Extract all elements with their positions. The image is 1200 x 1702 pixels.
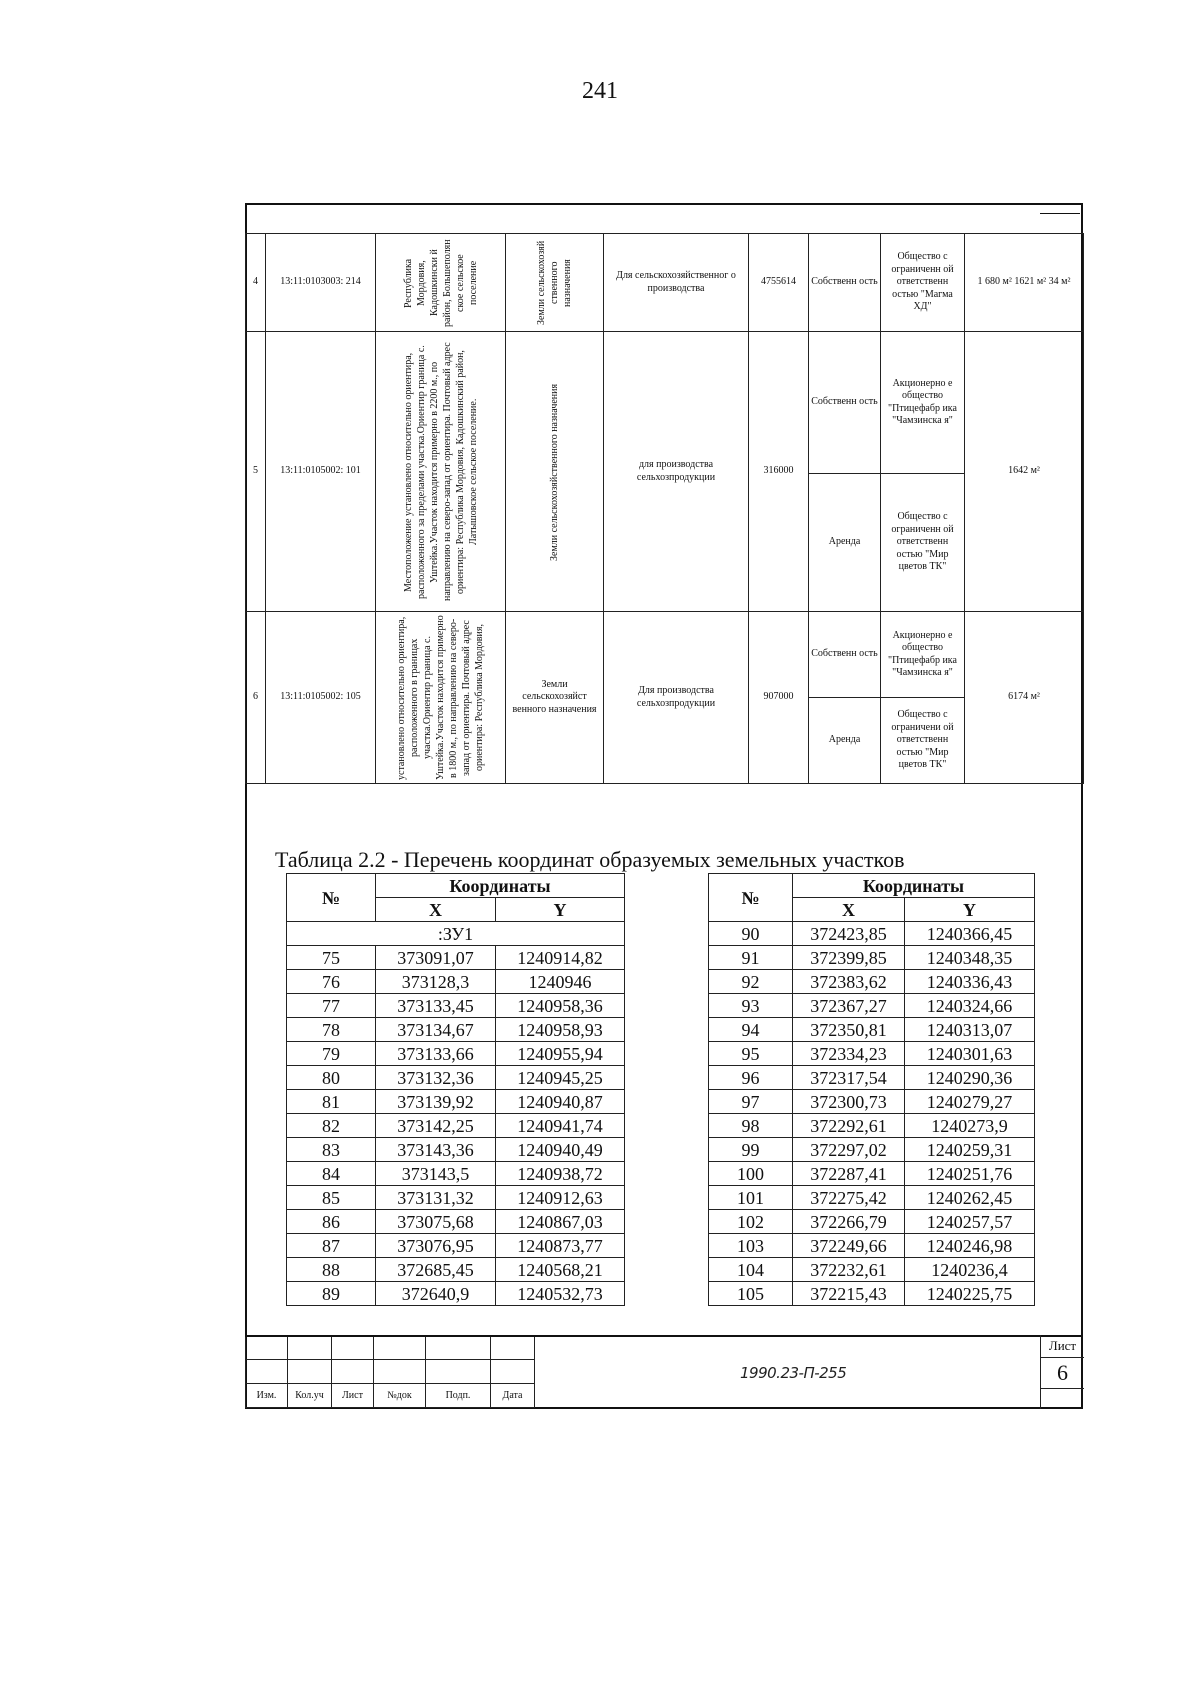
table-row xyxy=(287,994,625,1018)
coord-x: 372249,66 xyxy=(793,1234,905,1258)
cadastral-number: 13:11:0103003: 214 xyxy=(266,234,376,332)
coord-y: 1240236,4 xyxy=(905,1258,1035,1282)
table-row xyxy=(709,1282,1035,1306)
coord-x: 372292,61 xyxy=(793,1114,905,1138)
share-cell: 1 680 м² 1621 м² 34 м² xyxy=(965,234,1084,332)
coord-x: 373143,36 xyxy=(376,1138,496,1162)
coord-y: 1240262,45 xyxy=(905,1186,1035,1210)
coord-y: 1240273,9 xyxy=(905,1114,1035,1138)
coord-x: 372287,41 xyxy=(793,1162,905,1186)
sheet-label: Лист xyxy=(1041,1335,1084,1358)
point-number: 101 xyxy=(709,1186,793,1210)
point-number: 89 xyxy=(287,1282,376,1306)
coord-x: 373139,92 xyxy=(376,1090,496,1114)
col-header-coordinates: Координаты xyxy=(376,874,625,898)
right-holder: Акционерно е общество "Птицефабр ика "Чамзинска я" xyxy=(881,612,965,698)
coord-x: 372423,85 xyxy=(793,922,905,946)
row-number: 6 xyxy=(246,612,266,784)
register-row xyxy=(246,234,1084,332)
row-number: 5 xyxy=(246,332,266,612)
point-number: 78 xyxy=(287,1018,376,1042)
coord-y: 1240301,63 xyxy=(905,1042,1035,1066)
sheet-box xyxy=(1040,1335,1084,1409)
coord-x: 372383,62 xyxy=(793,970,905,994)
table-row xyxy=(287,1090,625,1114)
location-cell xyxy=(376,612,506,784)
coord-y: 1240259,31 xyxy=(905,1138,1035,1162)
right-type: Собственн ость xyxy=(809,612,881,698)
table-row xyxy=(709,1018,1035,1042)
coord-y: 1240348,35 xyxy=(905,946,1035,970)
point-number: 104 xyxy=(709,1258,793,1282)
coord-x: 372266,79 xyxy=(793,1210,905,1234)
coord-y: 1240873,77 xyxy=(496,1234,625,1258)
use-cell: Для производства сельхозпродукции xyxy=(604,612,749,784)
col-header-coordinates: Координаты xyxy=(793,874,1035,898)
table-row xyxy=(709,1138,1035,1162)
area-cell: 316000 xyxy=(749,332,809,612)
coord-x: 372350,81 xyxy=(793,1018,905,1042)
coord-y: 1240940,49 xyxy=(496,1138,625,1162)
coord-x: 373143,5 xyxy=(376,1162,496,1186)
table-row xyxy=(709,994,1035,1018)
point-number: 94 xyxy=(709,1018,793,1042)
coord-x: 372399,85 xyxy=(793,946,905,970)
category-cell: Земли сельскохозяйст венного назначения xyxy=(506,612,604,784)
coord-y: 1240958,93 xyxy=(496,1018,625,1042)
coord-x: 373091,07 xyxy=(376,946,496,970)
coord-y: 1240941,74 xyxy=(496,1114,625,1138)
point-number: 77 xyxy=(287,994,376,1018)
table-row xyxy=(709,1210,1035,1234)
coord-x: 373131,32 xyxy=(376,1186,496,1210)
category-cell xyxy=(506,332,604,612)
point-number: 79 xyxy=(287,1042,376,1066)
coord-x: 373128,3 xyxy=(376,970,496,994)
col-header-number: № xyxy=(287,874,376,922)
point-number: 95 xyxy=(709,1042,793,1066)
coord-x: 373132,36 xyxy=(376,1066,496,1090)
sheet-number: 6 xyxy=(1041,1358,1084,1389)
point-number: 103 xyxy=(709,1234,793,1258)
coord-y: 1240532,73 xyxy=(496,1282,625,1306)
coord-x: 373142,25 xyxy=(376,1114,496,1138)
coord-y: 1240246,98 xyxy=(905,1234,1035,1258)
point-number: 92 xyxy=(709,970,793,994)
right-type: Аренда xyxy=(809,698,881,784)
coord-x: 372367,27 xyxy=(793,994,905,1018)
area-cell: 4755614 xyxy=(749,234,809,332)
coord-x: 372300,73 xyxy=(793,1090,905,1114)
point-number: 86 xyxy=(287,1210,376,1234)
col-header-x: X xyxy=(376,898,496,922)
category-text: Земли сельскохозяйственного назначения xyxy=(549,382,560,561)
coord-x: 373133,66 xyxy=(376,1042,496,1066)
location-text: Республика Мордовия, Кадошкински й район, Большеполян ское сельское поселение xyxy=(402,238,479,327)
coordinates-table-right xyxy=(708,873,1035,1306)
table-row xyxy=(287,1186,625,1210)
point-number: 88 xyxy=(287,1258,376,1282)
coord-y: 1240945,25 xyxy=(496,1066,625,1090)
table-row xyxy=(709,1090,1035,1114)
col-header-y: Y xyxy=(496,898,625,922)
right-type: Аренда xyxy=(809,474,881,612)
cadastral-number: 13:11:0105002: 105 xyxy=(266,612,376,784)
right-holder: Общество с ограничени ой ответственн остью "Мир цветов ТК" xyxy=(881,698,965,784)
point-number: 96 xyxy=(709,1066,793,1090)
table-title: Таблица 2.2 - Перечень координат образуемых земельных участков xyxy=(275,847,905,872)
coord-x: 372334,23 xyxy=(793,1042,905,1066)
point-number: 84 xyxy=(287,1162,376,1186)
coord-x: 373076,95 xyxy=(376,1234,496,1258)
point-number: 97 xyxy=(709,1090,793,1114)
stamp-col-data: Дата xyxy=(491,1384,535,1408)
coord-y: 1240324,66 xyxy=(905,994,1035,1018)
coord-y: 1240912,63 xyxy=(496,1186,625,1210)
title-block-top-line xyxy=(245,1335,1083,1337)
location-cell xyxy=(376,234,506,332)
table-row xyxy=(287,1018,625,1042)
col-header-number: № xyxy=(709,874,793,922)
table-row xyxy=(709,1042,1035,1066)
coord-y: 1240946 xyxy=(496,970,625,994)
coord-y: 1240958,36 xyxy=(496,994,625,1018)
coord-x: 372640,9 xyxy=(376,1282,496,1306)
point-number: 98 xyxy=(709,1114,793,1138)
table-row xyxy=(287,1162,625,1186)
point-number: 90 xyxy=(709,922,793,946)
table-row xyxy=(287,1234,625,1258)
coord-y: 1240938,72 xyxy=(496,1162,625,1186)
coord-y: 1240313,07 xyxy=(905,1018,1035,1042)
share-cell: 6174 м² xyxy=(965,612,1084,784)
coord-x: 373134,67 xyxy=(376,1018,496,1042)
coord-x: 372232,61 xyxy=(793,1258,905,1282)
share-cell: 1642 м² xyxy=(965,332,1084,612)
parcel-group-label: :ЗУ1 xyxy=(287,922,625,946)
point-number: 100 xyxy=(709,1162,793,1186)
table-row xyxy=(709,1234,1035,1258)
location-text: Местоположение установлено относительно ориентира, расположенного за пределами участка.Ориентир граница с. Уштейка.Участок находится примерно в 2200 м., по направлению на северо-запад от ориентира. Почтовый адрес ориентира: Республика Мордовия, Кадошкинский район, Латышовское сельское поселение. xyxy=(402,342,479,601)
point-number: 81 xyxy=(287,1090,376,1114)
coord-x: 372297,02 xyxy=(793,1138,905,1162)
coord-y: 1240336,43 xyxy=(905,970,1035,994)
location-text: установлено относительно ориентира, расположенного в границах участка.Ориентир граница с. Уштейка.Участок находится примерно в 1800 м., по направлению на северо-запад от ориентира. Почтовый адрес ориентира: Республика Мордовия, xyxy=(396,615,485,780)
right-type: Собственн ость xyxy=(809,234,881,332)
area-cell: 907000 xyxy=(749,612,809,784)
point-number: 99 xyxy=(709,1138,793,1162)
stamp-col-podp: Подп. xyxy=(426,1384,491,1408)
coord-y: 1240257,57 xyxy=(905,1210,1035,1234)
land-register-table xyxy=(245,233,1084,784)
point-number: 85 xyxy=(287,1186,376,1210)
stamp-col-ndok: №док xyxy=(374,1384,426,1408)
table-row xyxy=(287,1282,625,1306)
point-number: 76 xyxy=(287,970,376,994)
coord-y: 1240867,03 xyxy=(496,1210,625,1234)
coord-x: 372215,43 xyxy=(793,1282,905,1306)
stamp-col-koluch: Кол.уч xyxy=(288,1384,332,1408)
stamp-col-list: Лист xyxy=(332,1384,374,1408)
document-number: 1990.23-П-255 xyxy=(740,1364,847,1382)
stamp-col-izm: Изм. xyxy=(246,1384,288,1408)
point-number: 87 xyxy=(287,1234,376,1258)
register-row xyxy=(246,612,1084,698)
point-number: 75 xyxy=(287,946,376,970)
right-holder: Акционерно е общество "Птицефабр ика "Чамзинска я" xyxy=(881,332,965,474)
table-row xyxy=(287,946,625,970)
coord-y: 1240279,27 xyxy=(905,1090,1035,1114)
coord-y: 1240366,45 xyxy=(905,922,1035,946)
register-row xyxy=(246,332,1084,474)
table-row xyxy=(709,1258,1035,1282)
col-header-x: X xyxy=(793,898,905,922)
coord-x: 372685,45 xyxy=(376,1258,496,1282)
table-row xyxy=(709,946,1035,970)
coord-x: 372275,42 xyxy=(793,1186,905,1210)
table-row xyxy=(287,970,625,994)
coord-x: 373133,45 xyxy=(376,994,496,1018)
right-holder: Общество с ограниченн ой ответственн остью "Магма ХД" xyxy=(881,234,965,332)
table-row xyxy=(287,1138,625,1162)
point-number: 80 xyxy=(287,1066,376,1090)
use-cell: Для сельскохозяйственног о производства xyxy=(604,234,749,332)
frame-corner-tab xyxy=(1040,203,1080,214)
title-block xyxy=(245,1335,535,1408)
point-number: 83 xyxy=(287,1138,376,1162)
table-row xyxy=(287,1066,625,1090)
coord-y: 1240568,21 xyxy=(496,1258,625,1282)
point-number: 105 xyxy=(709,1282,793,1306)
table-row xyxy=(709,1186,1035,1210)
table-row xyxy=(287,1210,625,1234)
coordinates-table-left xyxy=(286,873,625,1306)
coord-y: 1240290,36 xyxy=(905,1066,1035,1090)
location-cell xyxy=(376,332,506,612)
point-number: 91 xyxy=(709,946,793,970)
point-number: 102 xyxy=(709,1210,793,1234)
right-holder: Общество с ограниченн ой ответственн остью "Мир цветов ТК" xyxy=(881,474,965,612)
table-row xyxy=(709,922,1035,946)
coord-y: 1240940,87 xyxy=(496,1090,625,1114)
coord-x: 372317,54 xyxy=(793,1066,905,1090)
table-row xyxy=(709,1162,1035,1186)
coord-y: 1240955,94 xyxy=(496,1042,625,1066)
coord-x: 373075,68 xyxy=(376,1210,496,1234)
table-row xyxy=(287,1258,625,1282)
row-number: 4 xyxy=(246,234,266,332)
use-cell: для производства сельхозпродукции xyxy=(604,332,749,612)
category-text: Земли сельскохозяй ственного назначения xyxy=(536,240,573,325)
table-row xyxy=(709,1066,1035,1090)
point-number: 82 xyxy=(287,1114,376,1138)
page-number: 241 xyxy=(582,78,618,104)
cadastral-number: 13:11:0105002: 101 xyxy=(266,332,376,612)
table-row xyxy=(709,970,1035,994)
coord-y: 1240914,82 xyxy=(496,946,625,970)
coord-y: 1240225,75 xyxy=(905,1282,1035,1306)
table-row xyxy=(287,1042,625,1066)
table-row xyxy=(709,1114,1035,1138)
category-cell xyxy=(506,234,604,332)
col-header-y: Y xyxy=(905,898,1035,922)
right-type: Собственн ость xyxy=(809,332,881,474)
coord-y: 1240251,76 xyxy=(905,1162,1035,1186)
table-row xyxy=(287,1114,625,1138)
point-number: 93 xyxy=(709,994,793,1018)
